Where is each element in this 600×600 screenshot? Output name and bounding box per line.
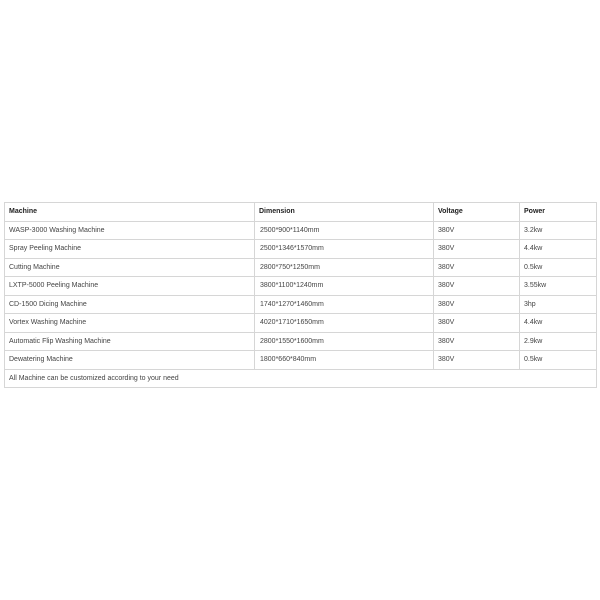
dimension-cell: 1800*660*840mm — [255, 351, 434, 370]
table-footnote: All Machine can be customized according to your need — [5, 369, 597, 388]
power-cell: 3.55kw — [520, 277, 597, 296]
voltage-cell: 380V — [434, 351, 520, 370]
voltage-cell: 380V — [434, 221, 520, 240]
dimension-cell: 2500*900*1140mm — [255, 221, 434, 240]
machine-cell: WASP-3000 Washing Machine — [5, 221, 255, 240]
voltage-cell: 380V — [434, 258, 520, 277]
table-row — [5, 332, 597, 351]
voltage-cell: 380V — [434, 314, 520, 333]
power-cell: 4.4kw — [520, 240, 597, 259]
machine-cell: Spray Peeling Machine — [5, 240, 255, 259]
dimension-cell: 2800*750*1250mm — [255, 258, 434, 277]
voltage-cell: 380V — [434, 332, 520, 351]
header-voltage: Voltage — [434, 203, 520, 222]
table-row — [5, 277, 597, 296]
machine-cell: Vortex Washing Machine — [5, 314, 255, 333]
voltage-cell: 380V — [434, 240, 520, 259]
table-footnote-row — [5, 369, 597, 388]
machine-cell: LXTP-5000 Peeling Machine — [5, 277, 255, 296]
header-power: Power — [520, 203, 597, 222]
voltage-cell: 380V — [434, 295, 520, 314]
table-row — [5, 351, 597, 370]
table-row — [5, 314, 597, 333]
machine-spec-table — [4, 202, 597, 388]
header-machine: Machine — [5, 203, 255, 222]
dimension-cell: 3800*1100*1240mm — [255, 277, 434, 296]
dimension-cell: 2500*1346*1570mm — [255, 240, 434, 259]
machine-cell: Dewatering Machine — [5, 351, 255, 370]
header-dimension: Dimension — [255, 203, 434, 222]
power-cell: 2.9kw — [520, 332, 597, 351]
table-row — [5, 221, 597, 240]
power-cell: 0.5kw — [520, 258, 597, 277]
table-row — [5, 295, 597, 314]
power-cell: 4.4kw — [520, 314, 597, 333]
dimension-cell: 1740*1270*1460mm — [255, 295, 434, 314]
voltage-cell: 380V — [434, 277, 520, 296]
table-row — [5, 258, 597, 277]
dimension-cell: 4020*1710*1650mm — [255, 314, 434, 333]
power-cell: 3hp — [520, 295, 597, 314]
machine-cell: Automatic Flip Washing Machine — [5, 332, 255, 351]
machine-cell: CD-1500 Dicing Machine — [5, 295, 255, 314]
power-cell: 0.5kw — [520, 351, 597, 370]
machine-cell: Cutting Machine — [5, 258, 255, 277]
table-row — [5, 240, 597, 259]
dimension-cell: 2800*1550*1600mm — [255, 332, 434, 351]
table-header-row — [5, 203, 597, 222]
power-cell: 3.2kw — [520, 221, 597, 240]
